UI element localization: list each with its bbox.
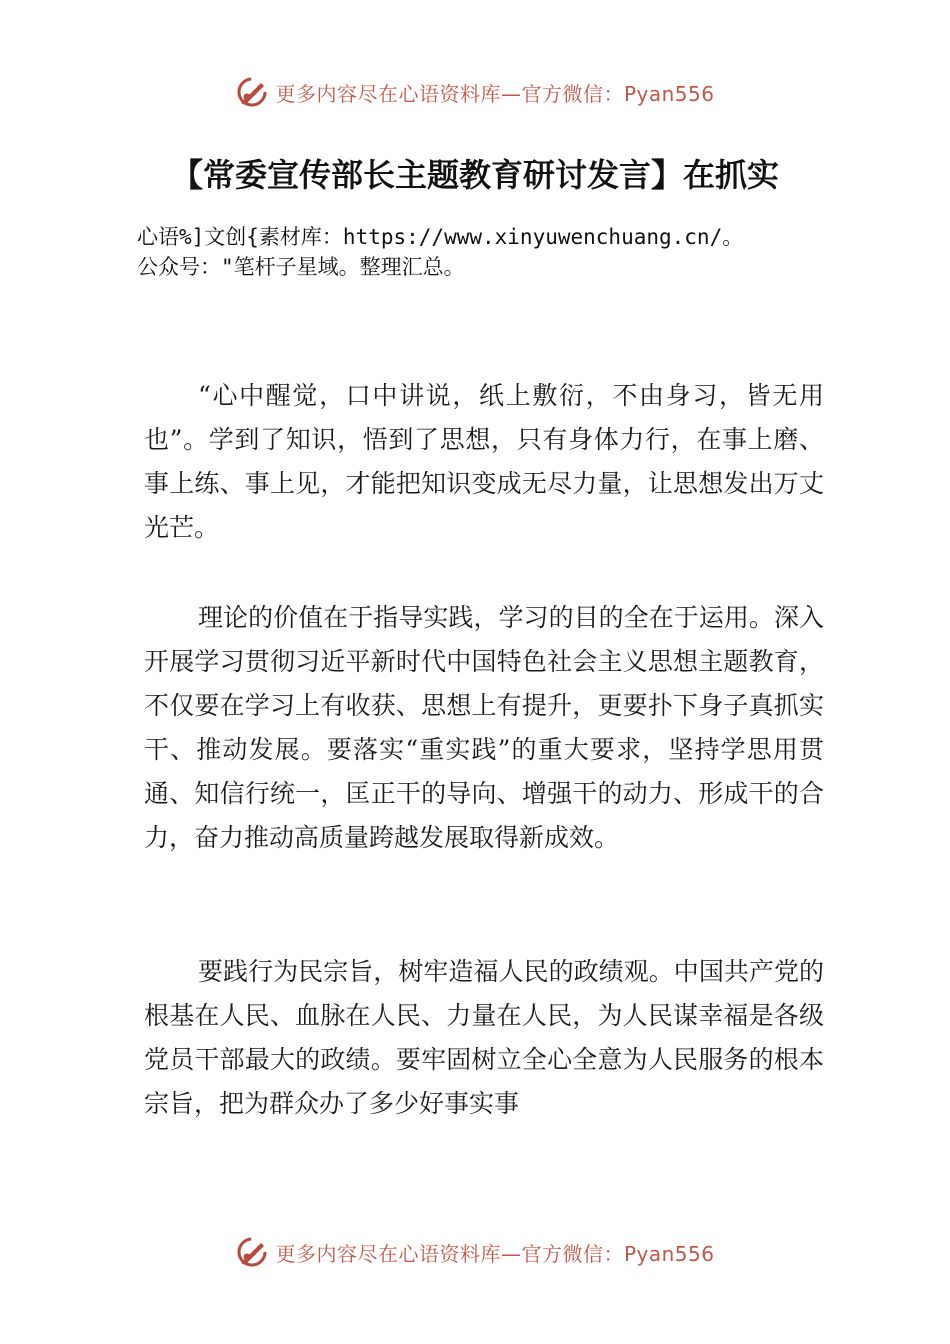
source-line-website: 心语%]文创{素材库：https://www.xinyuwenchuang.cn/。	[137, 225, 744, 249]
source-line-account: 公众号："笔杆子星域。整理汇总。	[137, 255, 465, 279]
paragraph-3-block	[144, 950, 824, 1126]
footer-banner	[0, 1232, 950, 1272]
header-banner	[0, 72, 950, 112]
paragraph-1: “心中醒觉，口中讲说，纸上敷衍，不由身习，皆无用也”。学到了知识，悟到了思想，只有身体力行，在事上磨、事上练、事上见，才能把知识变成无尽力量，让思想发出万丈光芒。	[144, 381, 824, 542]
brush-circle-logo-icon	[235, 75, 269, 109]
paragraph-2-block	[144, 596, 824, 860]
banner-text: 更多内容尽在心语资料库—官方微信：Pyan556	[275, 1241, 715, 1266]
paragraph-2: 理论的价值在于指导实践，学习的目的全在于运用。深入开展学习贯彻习近平新时代中国特色社会主义思想主题教育，不仅要在学习上有收获、思想上有提升，更要扑下身子真抓实干、推动发展。要落实“重实践”的重大要求，坚持学思用贯通、知信行统一，匡正干的导向、增强干的动力、形成干的合力，奋力推动高质量跨越发展取得新成效。	[144, 603, 824, 852]
brush-circle-logo-icon	[235, 1235, 269, 1269]
paragraph-1-block	[144, 374, 824, 550]
source-note	[137, 222, 927, 282]
paragraph-3: 要践行为民宗旨，树牢造福人民的政绩观。中国共产党的根基在人民、血脉在人民、力量在人民，为人民谋幸福是各级党员干部最大的政绩。要牢固树立全心全意为人民服务的根本宗旨，把为群众办了多少好事实事	[144, 957, 824, 1118]
page-title: 【常委宣传部长主题教育研讨发言】在抓实	[170, 156, 779, 194]
banner-text: 更多内容尽在心语资料库—官方微信：Pyan556	[275, 81, 715, 106]
